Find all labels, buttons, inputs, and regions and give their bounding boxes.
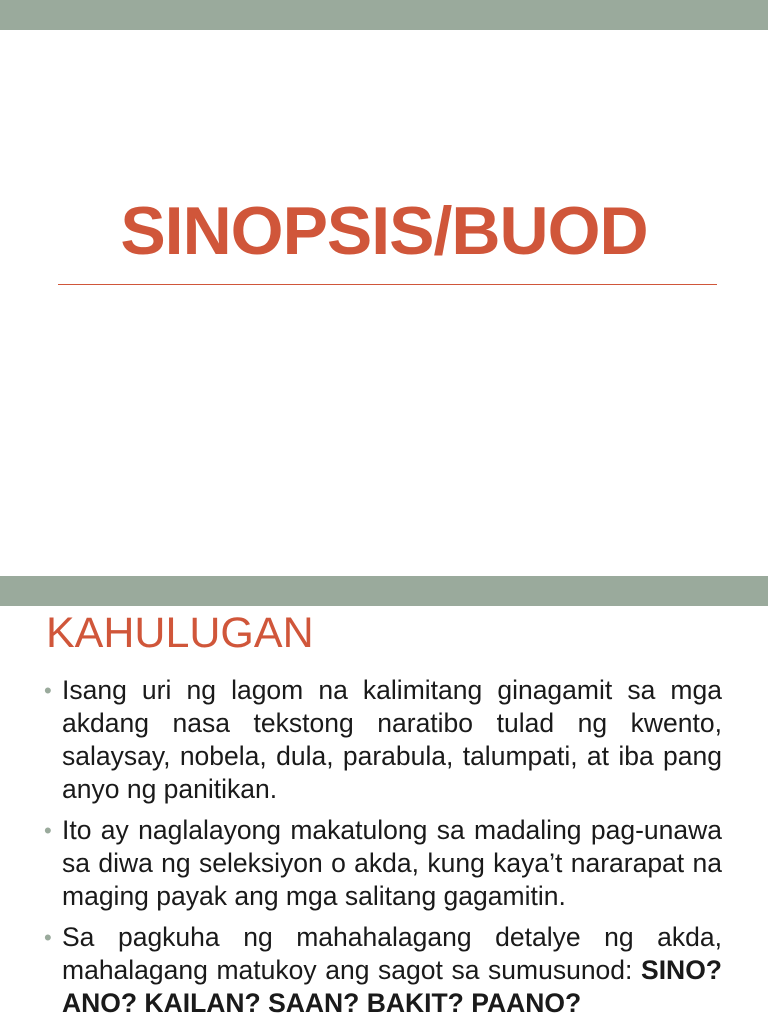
- bullet-text: Ito ay naglalayong makatulong sa madaling pag-unawa sa diwa ng seleksiyon o akda, kung kaya’t nararapat na maging payak ang mga salitang gagamitin.: [62, 815, 722, 911]
- title-slide: [0, 30, 768, 576]
- bullet-text: Isang uri ng lagom na kalimitang ginagamit sa mga akdang nasa tekstong naratibo tulad ng kwento, salaysay, nobela, dula, parabula, talumpati, at iba pang anyo ng panitikan.: [62, 675, 722, 804]
- bullet-emphasis: SINO? ANO? KAILAN? SAAN? BAKIT? PAANO?: [62, 955, 722, 1018]
- bullet-icon: •: [44, 818, 52, 843]
- bullet-icon: •: [44, 678, 52, 703]
- bullet-item: [44, 674, 722, 806]
- title-underline: [58, 284, 717, 285]
- bullet-text-main: Sa pagkuha ng mahahalagang detalye ng akda, mahalagang matukoy ang sagot sa sumusunod:: [62, 922, 722, 985]
- slide-title: SINOPSIS/BUOD: [120, 193, 648, 269]
- bullet-item: [44, 921, 722, 1020]
- slide-divider-band: [0, 576, 768, 606]
- bullet-list: [44, 674, 722, 1024]
- content-slide: [0, 606, 768, 1024]
- bullet-text: [62, 921, 722, 1020]
- section-heading: KAHULUGAN: [46, 609, 314, 657]
- top-color-band: [0, 0, 768, 30]
- bullet-item: [44, 814, 722, 913]
- bullet-icon: •: [44, 925, 52, 950]
